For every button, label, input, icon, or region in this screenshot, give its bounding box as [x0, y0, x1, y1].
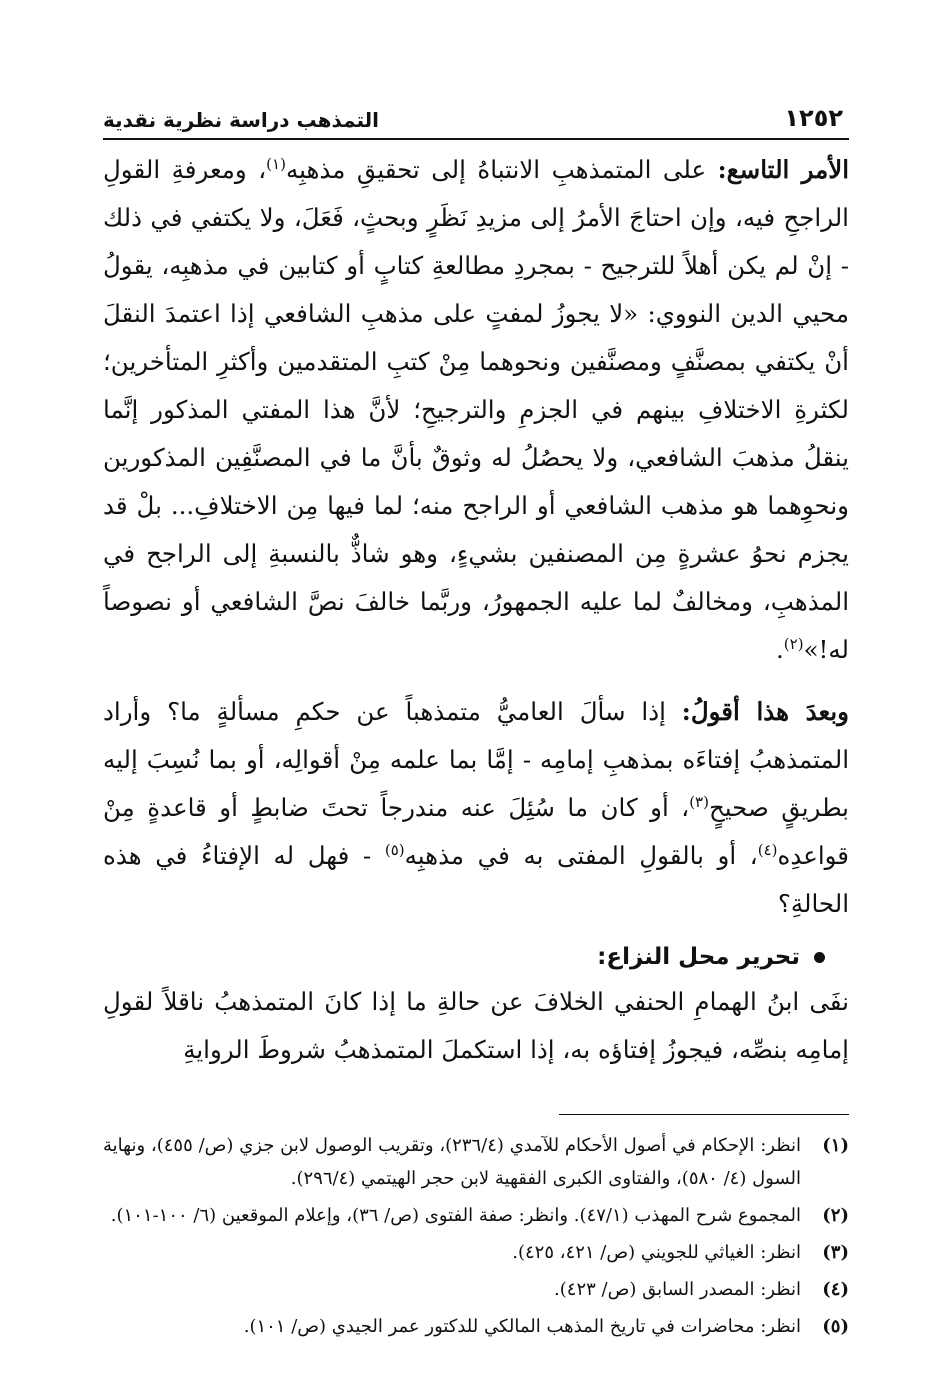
footnote-ref[interactable]: (٢) — [783, 634, 804, 653]
footnote-item — [103, 1199, 849, 1232]
paragraph-text: على المتمذهبِ الانتباهُ إلى تحقيقِ مذهبِه — [285, 155, 718, 184]
footnote-item — [103, 1236, 849, 1269]
footnote-text: انظر: المصدر السابق (ص/ ٤٢٣). — [554, 1279, 801, 1300]
footnote-ref[interactable]: (٤) — [757, 840, 778, 859]
paragraph-text: إذا سألَ العاميُّ متمذهباً عن حكمِ مسألةٍ ما؟ وأراد المتمذهبُ إفتاءَه بمذهبِ إمامِه - إمَّا بما علمه مِنْ أقوالِه، أو بما نُسِبَ إليه بطريقٍ صحيحٍ — [103, 697, 849, 822]
footnote-text: انظر: الغياثي للجويني (ص/ ٤٢١، ٤٢٥). — [512, 1242, 801, 1263]
footnote-item — [103, 1273, 849, 1306]
paragraph-text: ، أو كان ما سُئِلَ عنه مندرجاً تحتَ ضابطٍ أو قاعدةٍ مِنْ قواعدِه — [103, 793, 849, 870]
paragraph-text: نفَى ابنُ الهمامِ الحنفي الخلافَ عن حالةِ ما إذا كانَ المتمذهبُ ناقلاً لقولِ إمامِه بنصِّه، فيجوزُ إفتاؤه به، إذا استكملَ المتمذهبُ شروطَ الروايةِ — [103, 987, 849, 1064]
paragraph-lead: الأمر التاسع: — [717, 155, 849, 184]
footnote-ref[interactable]: (١) — [266, 154, 286, 173]
running-title: التمذهب دراسة نظرية نقدية — [103, 108, 380, 132]
footnote-text: انظر: محاضرات في تاريخ المذهب المالكي للدكتور عمر الجيدي (ص/ ١٠١). — [243, 1316, 801, 1337]
footnote-number: (٣) — [822, 1242, 849, 1263]
paragraph-1 — [103, 146, 849, 674]
footnote-number: (٢) — [822, 1205, 849, 1226]
section-heading — [103, 944, 849, 970]
footnote-item — [103, 1129, 849, 1195]
footnote-ref[interactable]: (٣) — [689, 792, 709, 811]
paragraph-text: - فهل له الإفتاءُ في هذه الحالةِ؟ — [103, 841, 849, 918]
paragraph-text: ، أو بالقولِ المفتى به في مذهبِه — [404, 841, 758, 870]
paragraph-text: ، ومعرفةِ القولِ الراجحِ فيه، وإن احتاجَ الأمرُ إلى مزيدِ نَظَرٍ وبحثٍ، فَعَلَ، ولا يكتفي في ذلك - إنْ لم يكن أهلاً للترجيح - بمجردِ مطالعةِ كتابٍ أو كتابين في مذهبِه، يقولُ محيي الدين النووي: «لا يجوزُ لمفتٍ على مذهبِ الشافعي إذا اعتمدَ النقلَ أنْ يكتفي بمصنَّفٍ ومصنَّفين ونحوهما مِنْ كتبِ المتقدمين وأكثرِ المتأخرين؛ لكثرةِ الاختلافِ بينهم في الجزمِ والترجيحِ؛ لأنَّ هذا المفتي المذكور إنَّما ينقلُ مذهبَ الشافعي، ولا يحصُلُ له وثوقٌ بأنَّ ما في المصنَّفِين المذكورين ونحوِهما هو مذهب الشافعي أو الراجح منه؛ لما فيها مِن الاختلافِ... بلْ قد يجزم نحوُ عشرةٍ مِن المصنفين بشيءٍ، وهو شاذٌّ بالنسبةِ إلى الراجح في المذهبِ، ومخالفٌ لما عليه الجمهورُ، وربَّما خالفَ نصَّ الشافعي أو نصوصاً له!» — [103, 155, 849, 664]
paragraph-2 — [103, 688, 849, 928]
paragraph-3 — [103, 978, 849, 1074]
footnote-separator — [559, 1114, 849, 1115]
footnote-number: (٥) — [822, 1316, 849, 1337]
footnote-number: (٤) — [822, 1279, 849, 1300]
footnote-number: (١) — [822, 1135, 849, 1156]
footnote-ref[interactable]: (٥) — [384, 840, 405, 859]
paragraph-lead: وبعدَ هذا أقولُ: — [681, 697, 849, 726]
footnote-text: المجموع شرح المهذب (٤٧/١). وانظر: صفة الفتوى (ص/ ٣٦)، وإعلام الموقعين (٦/ ١٠٠-١٠١). — [110, 1205, 801, 1226]
bullet-icon — [814, 952, 825, 963]
footnotes — [103, 1129, 849, 1343]
section-heading-text: تحرير محل النزاع: — [597, 944, 800, 970]
footnote-text: انظر: الإحكام في أصول الأحكام للآمدي (٢٣٦/٤)، وتقريب الوصول لابن جزي (ص/ ٤٥٥)، ونهاية السول (٤/ ٥٨٠)، والفتاوى الكبرى الفقهية لابن حجر الهيتمي (٢٩٦/٤). — [103, 1135, 801, 1189]
footnote-item — [103, 1310, 849, 1343]
paragraph-text: . — [775, 635, 784, 664]
page-number: ١٢٥٢ — [784, 104, 843, 132]
main-text — [103, 146, 849, 1074]
page-header — [103, 96, 849, 140]
